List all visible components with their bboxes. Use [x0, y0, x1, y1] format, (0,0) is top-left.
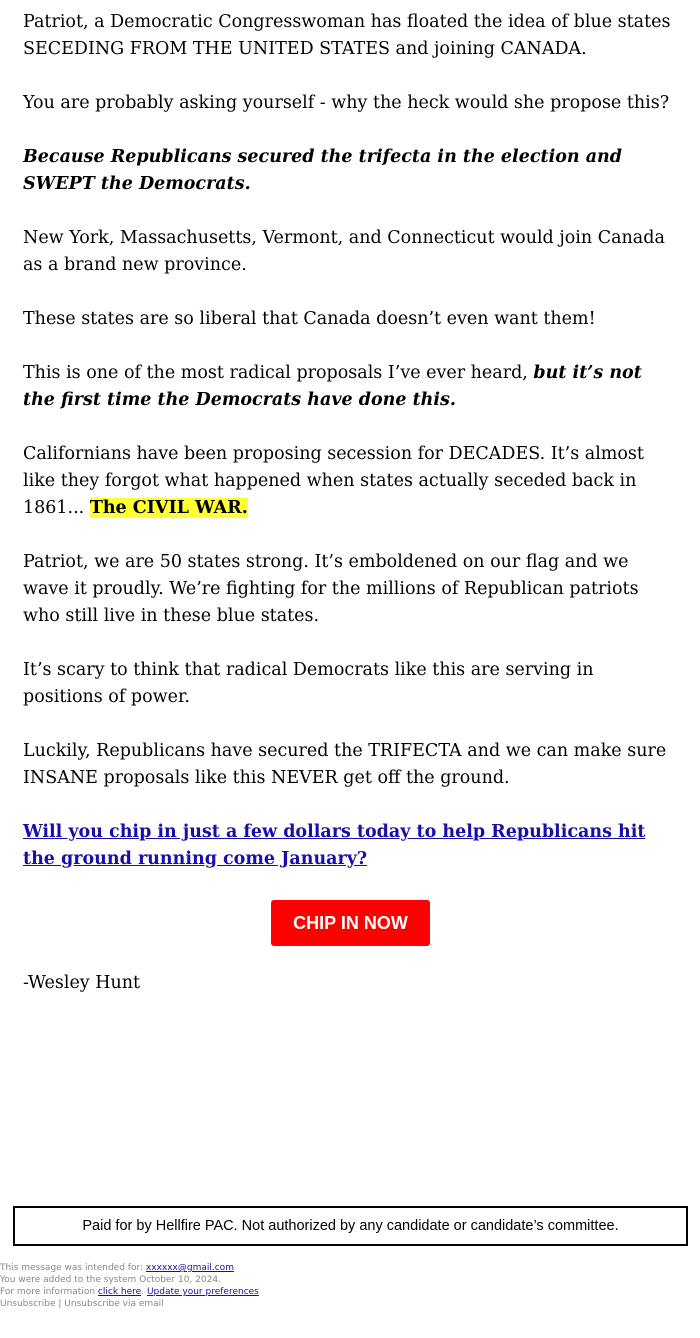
paragraph-scary: It’s scary to think that radical Democrats like this are serving in positions of power. — [23, 660, 594, 707]
footer-pipe-separator: | — [58, 1299, 62, 1309]
paragraph-intro: Patriot, a Democratic Congresswoman has floated the idea of blue states SECEDING FROM THE UNITED STATES and joining CANADA. — [23, 12, 671, 59]
paragraph-fifty-states: Patriot, we are 50 states strong. It’s emboldened on our flag and we wave it proudly. We’re fighting for the millions of Republican patriots who still live in these blue states. — [23, 552, 639, 626]
radical-emphasis: but it’s not the first time the Democrats have done this. — [23, 363, 642, 410]
signature: -Wesley Hunt — [23, 973, 141, 993]
email-body — [23, 9, 678, 1024]
footer-unsubscribe-line — [0, 1298, 700, 1310]
footer-added-line: You were added to the system October 10, 2024. — [0, 1275, 221, 1285]
chip-in-now-button[interactable]: CHIP IN NOW — [271, 900, 430, 946]
footer-update-preferences-link[interactable]: Update your preferences — [146, 1287, 259, 1297]
civil-war-highlight: The CIVIL WAR. — [89, 498, 248, 518]
paragraph-cta — [23, 819, 678, 873]
footer-unsubscribe-link[interactable]: Unsubscribe — [0, 1299, 56, 1309]
footer-info-line — [0, 1286, 700, 1298]
paragraph-radical — [23, 360, 678, 414]
footer-unsubscribe-email-link[interactable]: Unsubscribe via email — [64, 1299, 164, 1309]
radical-text: This is one of the most radical proposals I’ve ever heard, — [23, 363, 528, 383]
footer-click-here-link[interactable]: click here — [97, 1287, 142, 1297]
button-container — [23, 900, 678, 946]
paragraph-states: New York, Massachusetts, Vermont, and Connecticut would join Canada as a brand new province. — [23, 228, 665, 275]
paid-for-disclaimer: Paid for by Hellfire PAC. Not authorized by any candidate or candidate’s committee. — [13, 1206, 688, 1246]
footer-info-label: For more information — [0, 1287, 96, 1297]
paragraph-trifecta: Luckily, Republicans have secured the TRIFECTA and we can make sure INSANE proposals like this NEVER get off the ground. — [23, 741, 667, 788]
footer-recipient-email-link[interactable]: xxxxxx@gmail.com — [145, 1263, 234, 1273]
paragraph-liberal: These states are so liberal that Canada doesn’t even want them! — [23, 309, 596, 329]
email-footer — [0, 1262, 700, 1310]
footer-intended-label: This message was intended for: — [0, 1263, 144, 1273]
paragraph-reason: Because Republicans secured the trifecta in the election and SWEPT the Democrats. — [23, 147, 623, 194]
footer-intended-line — [0, 1262, 700, 1274]
paragraph-california — [23, 441, 678, 522]
donate-link[interactable]: Will you chip in just a few dollars today to help Republicans hit the ground running come January? — [23, 822, 646, 869]
footer-info-separator: . — [141, 1287, 145, 1297]
paragraph-question: You are probably asking yourself - why the heck would she propose this? — [23, 93, 670, 113]
california-text: Californians have been proposing secession for DECADES. It’s almost like they forgot what happened when states actually seceded back in 1861... — [23, 444, 644, 518]
